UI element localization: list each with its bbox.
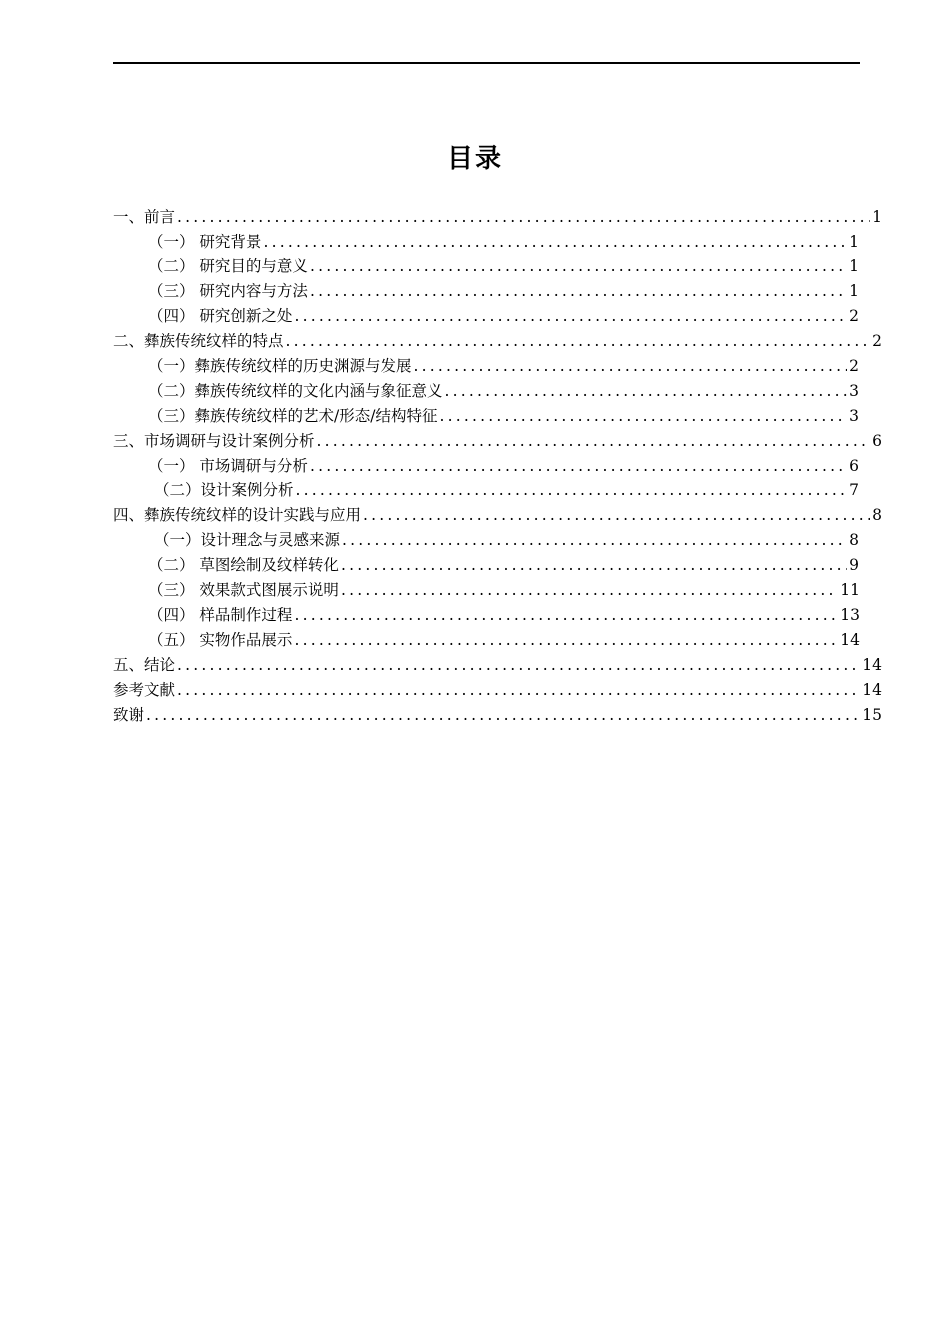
toc-entry-label: 一、前言 — [113, 207, 176, 226]
toc-entry-page: 14 — [862, 680, 882, 699]
header-rule — [113, 62, 860, 64]
toc-entry-label: 二、彝族传统纹样的特点 — [113, 332, 284, 351]
toc-dot-leader — [146, 708, 860, 724]
toc-dot-leader — [341, 558, 847, 574]
toc-entry[interactable] — [113, 429, 882, 454]
toc-entry-page: 8 — [872, 506, 882, 525]
toc-entry-label: （三） 研究内容与方法 — [148, 282, 308, 301]
toc-entry[interactable] — [148, 578, 860, 603]
toc-entry-label: （一）彝族传统纹样的历史渊源与发展 — [148, 357, 412, 376]
toc-entry-label: （四） 样品制作过程 — [148, 605, 293, 624]
toc-entry-page: 7 — [849, 481, 859, 500]
toc-dot-leader — [177, 658, 860, 674]
toc-entry-label: （二） 研究目的与意义 — [148, 257, 308, 276]
toc-entry-page: 1 — [849, 282, 859, 301]
toc-entry[interactable] — [148, 404, 859, 429]
toc-dot-leader — [294, 608, 838, 624]
toc-entry[interactable] — [113, 329, 882, 354]
toc-dot-leader — [177, 683, 860, 699]
toc-entry-label: （二）彝族传统纹样的文化内涵与象征意义 — [148, 381, 443, 400]
toc-entry[interactable] — [113, 703, 882, 728]
toc-entry[interactable] — [148, 354, 859, 379]
toc-entry-label: （四） 研究创新之处 — [148, 307, 293, 326]
toc-entry[interactable] — [113, 504, 882, 529]
toc-entry-page: 14 — [840, 630, 860, 649]
toc-entry-page: 1 — [849, 257, 859, 276]
page-title: 目录 — [446, 144, 503, 174]
toc-entry[interactable] — [154, 529, 859, 554]
toc-dot-leader — [294, 633, 838, 649]
toc-entry-label: （三）彝族传统纹样的艺术/形态/结构特征 — [148, 406, 438, 425]
toc-entry[interactable] — [148, 603, 860, 628]
table-of-contents — [0, 205, 950, 728]
toc-dot-leader — [341, 583, 838, 599]
toc-entry[interactable] — [113, 678, 882, 703]
toc-entry-label: （二） 草图绘制及纹样转化 — [148, 556, 339, 575]
toc-entry-page: 2 — [872, 332, 882, 351]
toc-entry-page: 1 — [849, 232, 859, 251]
toc-entry[interactable] — [148, 553, 859, 578]
toc-entry-page: 2 — [849, 357, 859, 376]
toc-entry[interactable] — [148, 454, 859, 479]
toc-entry-label: （一）设计理念与灵感来源 — [154, 531, 341, 550]
toc-dot-leader — [445, 384, 848, 400]
toc-entry-label: （二）设计案例分析 — [154, 481, 294, 500]
toc-entry-label: （一） 研究背景 — [148, 232, 262, 251]
toc-dot-leader — [263, 235, 847, 251]
toc-entry[interactable] — [148, 305, 859, 330]
toc-dot-leader — [342, 533, 847, 549]
toc-entry[interactable] — [148, 255, 859, 280]
toc-entry-label: （三） 效果款式图展示说明 — [148, 581, 339, 600]
toc-entry-page: 8 — [849, 531, 859, 550]
toc-entry-page: 1 — [872, 207, 882, 226]
toc-entry-label: 致谢 — [113, 705, 145, 724]
toc-entry-label: 参考文献 — [113, 680, 176, 699]
toc-dot-leader — [439, 409, 847, 425]
toc-entry-label: 四、彝族传统纹样的设计实践与应用 — [113, 506, 362, 525]
toc-dot-leader — [294, 309, 847, 325]
toc-dot-leader — [310, 459, 847, 475]
toc-entry-label: 五、结论 — [113, 655, 176, 674]
toc-entry[interactable] — [148, 628, 860, 653]
toc-entry-page: 6 — [872, 431, 882, 450]
toc-dot-leader — [414, 359, 848, 375]
toc-dot-leader — [317, 434, 871, 450]
toc-entry[interactable] — [148, 379, 859, 404]
toc-entry-label: 三、市场调研与设计案例分析 — [113, 431, 315, 450]
toc-entry-page: 13 — [840, 605, 860, 624]
toc-entry-page: 3 — [849, 381, 859, 400]
toc-entry[interactable] — [154, 479, 859, 504]
toc-dot-leader — [177, 210, 870, 226]
toc-dot-leader — [310, 284, 847, 300]
toc-entry-page: 11 — [840, 581, 860, 600]
toc-entry[interactable] — [148, 230, 859, 255]
toc-entry-page: 15 — [862, 705, 882, 724]
toc-entry-page: 3 — [849, 406, 859, 425]
toc-entry-page: 14 — [862, 655, 882, 674]
toc-dot-leader — [286, 334, 871, 350]
toc-entry[interactable] — [113, 205, 882, 230]
toc-dot-leader — [310, 259, 847, 275]
toc-entry-page: 2 — [849, 307, 859, 326]
toc-dot-leader — [363, 508, 870, 524]
toc-entry-label: （一） 市场调研与分析 — [148, 456, 308, 475]
toc-entry-page: 6 — [849, 456, 859, 475]
toc-entry[interactable] — [148, 280, 859, 305]
toc-entry-page: 9 — [849, 556, 859, 575]
toc-entry[interactable] — [113, 653, 882, 678]
toc-dot-leader — [296, 483, 848, 499]
toc-entry-label: （五） 实物作品展示 — [148, 630, 293, 649]
